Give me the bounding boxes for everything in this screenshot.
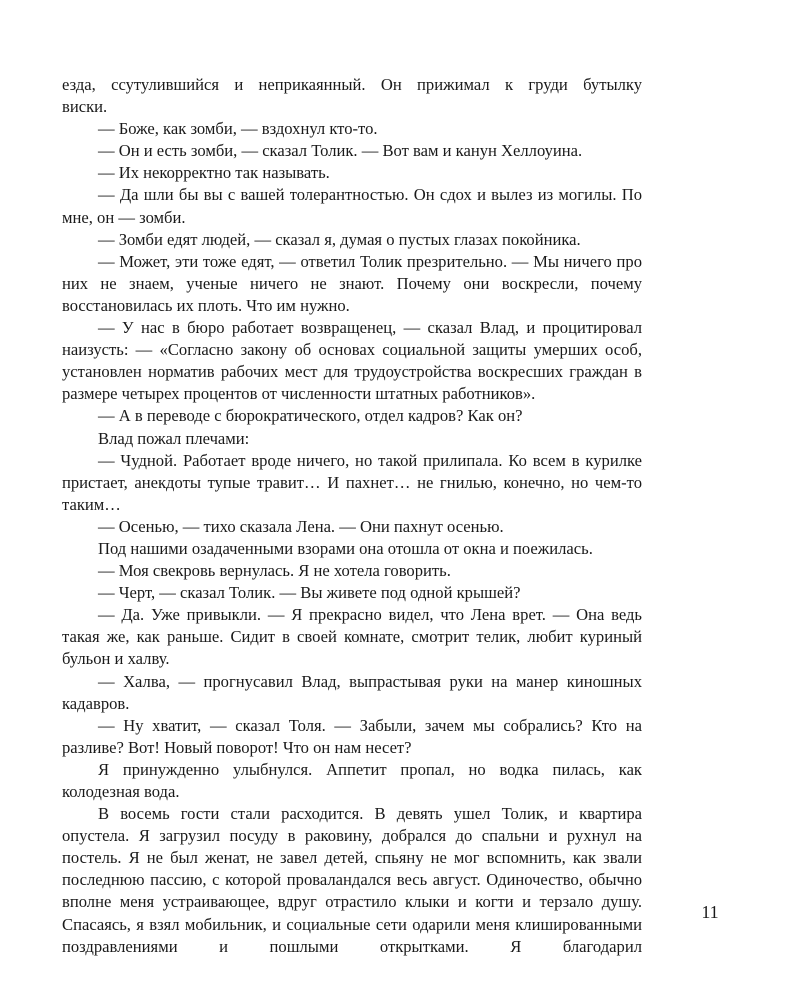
paragraph: — Зомби едят людей, — сказал я, думая о пустых глазах покойника.: [98, 229, 581, 249]
halloween-ornament-column: [658, 0, 768, 1000]
paragraph: виски.: [62, 97, 108, 117]
paragraph: — Их некорректно так называть.: [98, 163, 330, 183]
paragraph: — Моя свекровь вернулась. Я не хотела говорить.: [98, 561, 451, 581]
paragraph: — Осенью, — тихо сказала Лена. — Они пахнут осенью.: [98, 516, 504, 536]
paragraph: Влад пожал плечами:: [98, 428, 250, 448]
paragraph: — Халва, — прогнусавил Влад, выпрастывая руки на манер киношных кадавров.: [62, 671, 642, 713]
paragraph: В восемь гости стали расходится. В девять ушел Толик, и квартира опустела. Я загрузил посуду в раковину, добрался до спальни и рухнул на постель. Я не был женат, не завел детей, спьяну не мог вспомнить, как звали последнюю пассию, с которой проваландался весь август. Одиночество, обычно вполне меня устраивающее, вдруг отрастило клыки и когти и терзало душу. Спасаясь, я взял мобильник, и социальные сети одарили меня клишированными поздравлениями и пошлыми открытками. Я благодарил: [62, 804, 642, 956]
paragraph: — Ну хватит, — сказал Толя. — Забыли, зачем мы собрались? Кто на разливе? Вот! Новый поворот! Что он нам несет?: [62, 715, 642, 757]
paragraph: — Чудной. Работает вроде ничего, но такой прилипала. Ко всем в курилке пристает, анекдоты тупые травит… И пахнет… не гнилью, конечно, но чем-то таким…: [62, 450, 642, 514]
paragraph: Я принужденно улыбнулся. Аппетит пропал, но водка пилась, как колодезная вода.: [62, 759, 642, 801]
paragraph: — У нас в бюро работает возвращенец, — сказал Влад, и процитировал наизусть: — «Согласно закону об основах социальной защиты умерших особ, установлен норматив рабочих мест для трудоустройства воскресших граждан в размере четырех процентов от численности штатных работников».: [62, 318, 642, 404]
paragraph: — Боже, как зомби, — вздохнул кто-то.: [98, 119, 378, 139]
paragraph: — Да. Уже привыкли. — Я прекрасно видел, что Лена врет. — Она ведь такая же, как раньше. Сидит в своей комнате, смотрит телик, любит куриный бульон и халву.: [62, 605, 642, 669]
paragraph: Под нашими озадаченными взорами она отошла от окна и поежилась.: [98, 538, 593, 558]
paragraph: — А в переводе с бюрократического, отдел кадров? Как он?: [98, 406, 523, 426]
paragraph: — Он и есть зомби, — сказал Толик. — Вот вам и канун Хеллоуина.: [98, 141, 583, 161]
paragraph: езда, ссутулившийся и неприкаянный. Он прижимал к груди бутылку: [62, 75, 642, 94]
paragraph: — Черт, — сказал Толик. — Вы живете под одной крышей?: [98, 583, 521, 603]
paragraph: — Да шли бы вы с вашей толерантностью. Он сдох и вылез из могилы. По мне, он — зомби.: [62, 185, 642, 227]
page-number: 11: [701, 902, 719, 922]
body-text: [62, 74, 642, 958]
paragraph: — Может, эти тоже едят, — ответил Толик презрительно. — Мы ничего про них не знаем, ученые ничего не знают. Почему они воскресли, почему восстановилась их плоть. Что им нужно.: [62, 251, 642, 315]
